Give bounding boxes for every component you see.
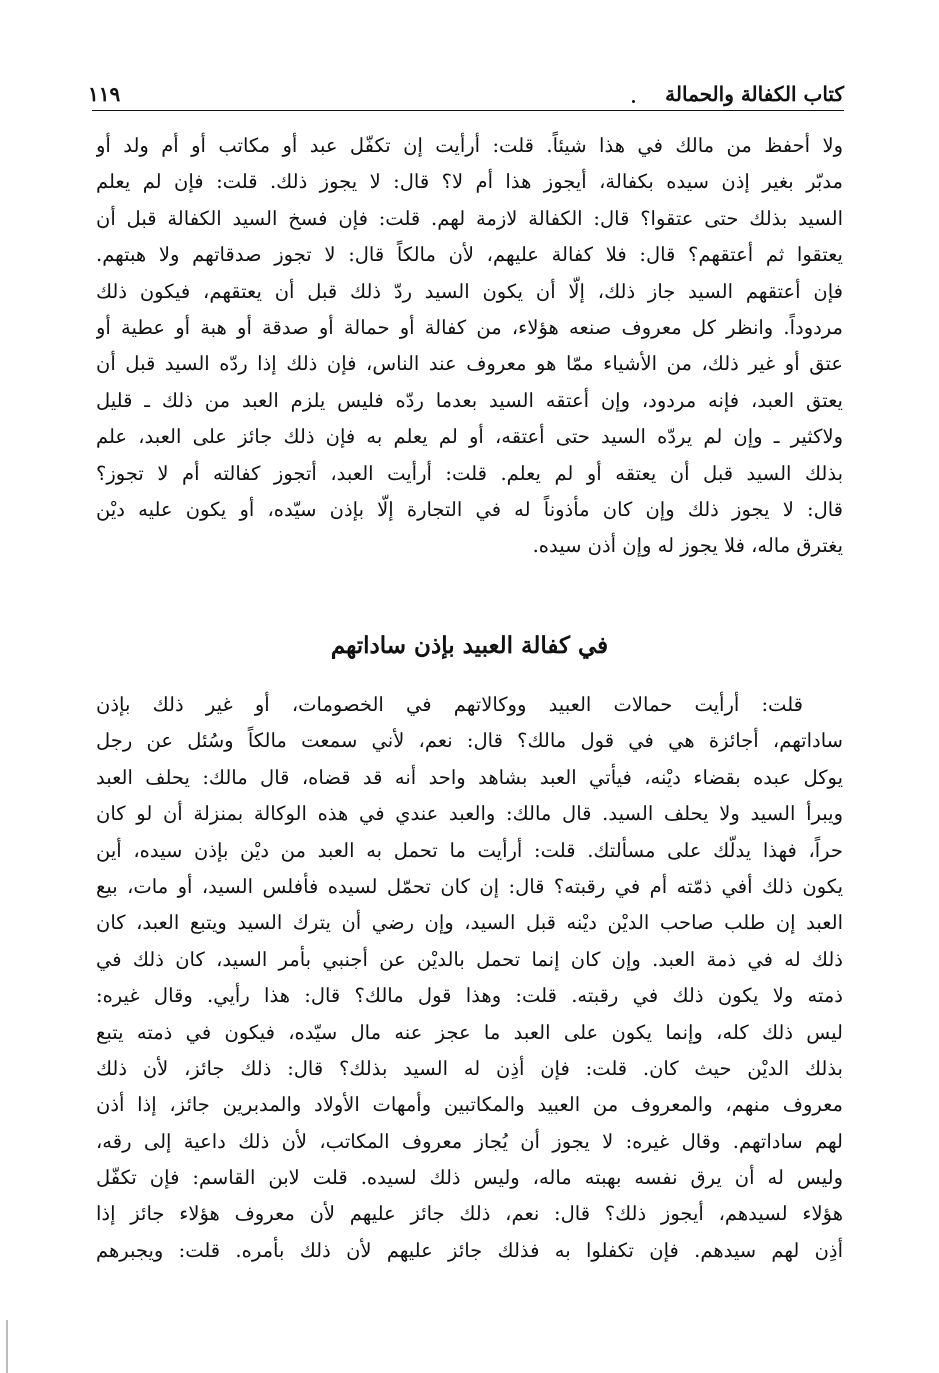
section-title: في كفالة العبيد بإذن ساداتهم (330, 632, 609, 659)
text-line: هؤلاء لسيدهم، أيجوز ذلك؟ قال: نعم، ذلك جائز عليهم لأن معروف هؤلاء جائز إذا (96, 1202, 843, 1226)
running-header (88, 74, 844, 106)
text-line: قال: لا يجوز ذلك وإن كان مأذوناً له في التجارة إلّا بإذن سيّده، أو يكون عليه ديْن (96, 497, 843, 521)
header-dot (632, 100, 635, 103)
header-rule (92, 110, 844, 111)
text-line: ولاكثير ـ وإن لم يردّه السيد حتى أعتقه، أو لم يعلم به فإن ذلك جائز على العبد، علم (96, 425, 843, 449)
text-line: ويبرأ السيد ولا يحلف السيد. قال مالك: والعبد عندي في هذه الوكالة بمنزلة أن لو كان (96, 802, 843, 826)
page-number: ١١٩ (88, 82, 121, 106)
text-line: عتق أو غير ذلك، من الأشياء ممّا هو معروف عند الناس، فإن ذلك إذا ردّه السيد قبل أن (96, 352, 843, 376)
text-line: يغترق ماله، فلا يجوز له وإن أذن سيده. (532, 534, 843, 558)
paragraph-2 (96, 687, 843, 1269)
text-line: السيد بذلك حتى عتقوا؟ قال: الكفالة لازمة لهم. قلت: فإن فسخ السيد الكفالة قبل أن (96, 206, 843, 230)
text-line: لهم ساداتهم. وقال غيره: لا يجوز أن يُجاز معروف المكاتب، لأن ذلك داعية إلى رقه، (96, 1129, 843, 1153)
text-line: يعتق العبد، فإنه مردود، وإن أعتقه السيد بعدما ردّه فليس يلزم العبد من ذلك ـ قليل (96, 388, 843, 412)
chapter-title: كتاب الكفالة والحمالة (665, 82, 844, 106)
text-line: مردوداً. وانظر كل معروف صنعه هؤلاء، من كفالة أو حمالة أو صدقة أو هبة أو عطية أو (96, 315, 843, 339)
text-line: ذلك له في ذمة العبد. وإن كان إنما تحمل بالديْن عن أجنبي بأمر السيد، كان ذلك في (96, 947, 843, 971)
text-line: يعتقوا ثم أعتقهم؟ قال: فلا كفالة عليهم، لأن مالكاً قال: لا تجوز صدقاتهم ولا هبتهم. (96, 243, 843, 267)
text-line: حراً، فهذا يدلّك على مسألتك. قلت: أرأيت ما تحمل به العبد من ديْن بإذن سيده، أين (96, 838, 843, 862)
text-line: ليس ذلك كله، وإنما يكون على العبد ما عجز عنه مال سيّده، فيكون في ذمته يتبع (96, 1020, 843, 1044)
text-line: مدبّر بغير إذن سيده بكفالة، أيجوز هذا أم لا؟ قال: لا يجوز ذلك. قلت: فإن لم يعلم (96, 170, 843, 194)
text-line: بذلك السيد قبل أن يعتقه أو لم يعلم. قلت: أرأيت العبد، أتجوز كفالته أم لا تجوز؟ (96, 461, 843, 485)
text-line: يوكل عبده بقضاء ديْنه، فيأتي العبد بشاهد واحد أنه قد قضاه، قال مالك: يحلف العبد (96, 765, 843, 789)
text-line: ولا أحفظ من مالك في هذا شيئاً. قلت: أرأيت إن تكفّل عبد أو مكاتب أو أم ولد أو (96, 134, 843, 157)
text-line: العبد إن طلب صاحب الديْن ديْنه قبل السيد، وإن رضي أن يترك السيد ويتبع العبد، كان (96, 911, 843, 935)
text-line: يكون ذلك أفي ذمّته أم في رقبته؟ قال: إن كان تحمّل لسيده فأفلس السيد، أو مات، بيع (96, 874, 843, 898)
text-line: ذمته ولا يكون ذلك في رقبته. قلت: وهذا قول مالك؟ قال: هذا رأيي. وقال غيره: (96, 984, 843, 1008)
text-line: فإن أعتقهم السيد جاز ذلك، إلّا أن يكون السيد ردّ ذلك قبل أن يعتقهم، فيكون ذلك (96, 279, 843, 303)
paragraph-1 (96, 128, 843, 565)
text-line: أذِن لهم سيدهم. فإن تكفلوا به فذلك جائز عليهم لأن ذلك بأمره. قلت: ويجبرهم (96, 1238, 843, 1262)
text-line: ساداتهم، أجائزة هي في قول مالك؟ قال: نعم، لأني سمعت مالكاً وسُئل عن رجل (96, 729, 843, 753)
text-line: قلت: أرأيت حمالات العبيد ووكالاتهم في الخصومات، أو غير ذلك بإذن (96, 693, 803, 716)
text-line: بذلك الديْن حيث كان. قلت: فإن أذِن له السيد بذلك؟ قال: ذلك جائز، لأن ذلك (96, 1056, 843, 1080)
text-line: وليس له أن يرق نفسه بهبته ماله، وليس ذلك لسيده. قلت لابن القاسم: فإن تكفّل (96, 1166, 843, 1190)
text-line: معروف منهم، والمعروف من العبيد والمكاتبين وأمهات الأولاد والمدبرين جائز، إذا أذن (96, 1093, 843, 1117)
scan-edge-mark (6, 1320, 8, 1373)
